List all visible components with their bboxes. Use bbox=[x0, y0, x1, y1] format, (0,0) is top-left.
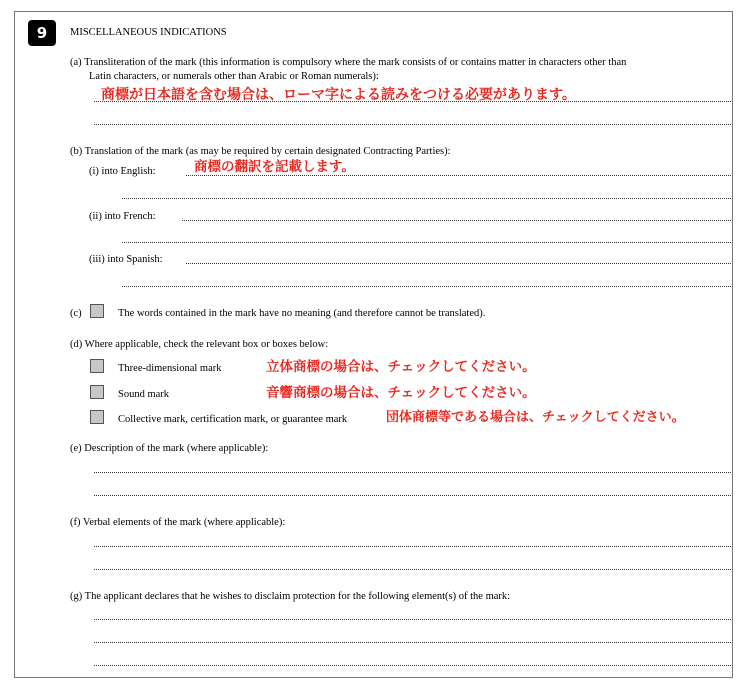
disclaimer-input-line-3[interactable] bbox=[94, 665, 731, 666]
verbal-elements-input-line-1[interactable] bbox=[94, 546, 731, 547]
sound-mark-checkbox[interactable] bbox=[90, 385, 104, 399]
english-input-line-1[interactable] bbox=[186, 175, 731, 176]
three-dimensional-mark-note: 立体商標の場合は、チェックしてください。 bbox=[266, 359, 536, 375]
section-title: MISCELLANEOUS INDICATIONS bbox=[70, 27, 227, 38]
item-b-english-label: (i) into English: bbox=[89, 166, 156, 177]
item-a-text-line1: (a) Transliteration of the mark (this information is compulsory where the mark consists of or contains matter in characters other than bbox=[70, 57, 627, 68]
description-input-line-1[interactable] bbox=[94, 472, 731, 473]
item-b-english-note: 商標の翻訳を記載します。 bbox=[194, 159, 355, 175]
spanish-input-line-2[interactable] bbox=[122, 286, 731, 287]
no-meaning-checkbox[interactable] bbox=[90, 304, 104, 318]
item-d-text: (d) Where applicable, check the relevant box or boxes below: bbox=[70, 339, 329, 350]
french-input-line-2[interactable] bbox=[122, 242, 731, 243]
item-a-input-line-2[interactable] bbox=[94, 124, 731, 125]
item-f-text: (f) Verbal elements of the mark (where applicable): bbox=[70, 517, 286, 528]
item-c-text: The words contained in the mark have no meaning (and therefore cannot be translated). bbox=[118, 308, 486, 319]
collective-mark-label: Collective mark, certification mark, or guarantee mark bbox=[118, 414, 348, 425]
disclaimer-input-line-2[interactable] bbox=[94, 642, 731, 643]
sound-mark-label: Sound mark bbox=[118, 389, 170, 400]
disclaimer-input-line-1[interactable] bbox=[94, 619, 731, 620]
spanish-input-line-1[interactable] bbox=[186, 263, 731, 264]
collective-mark-note: 団体商標等である場合は、チェックしてください。 bbox=[386, 410, 685, 425]
description-input-line-2[interactable] bbox=[94, 495, 731, 496]
verbal-elements-input-line-2[interactable] bbox=[94, 569, 731, 570]
collective-mark-checkbox[interactable] bbox=[90, 410, 104, 424]
item-c-marker: (c) bbox=[70, 308, 82, 319]
section-number-badge: 9 bbox=[28, 20, 56, 46]
item-a-note: 商標が日本語を含む場合は、ローマ字による読みをつける必要があります。 bbox=[101, 87, 576, 103]
item-b-text: (b) Translation of the mark (as may be required by certain designated Contracting Parties): bbox=[70, 146, 451, 157]
item-g-text: (g) The applicant declares that he wishes to disclaim protection for the following element(s) of the mark: bbox=[70, 591, 511, 602]
item-b-french-label: (ii) into French: bbox=[89, 211, 156, 222]
item-a-text-line2: Latin characters, or numerals other than Arabic or Roman numerals): bbox=[89, 71, 379, 82]
sound-mark-note: 音響商標の場合は、チェックしてください。 bbox=[266, 385, 536, 401]
english-input-line-2[interactable] bbox=[122, 198, 731, 199]
three-dimensional-mark-checkbox[interactable] bbox=[90, 359, 104, 373]
french-input-line-1[interactable] bbox=[182, 220, 731, 221]
item-e-text: (e) Description of the mark (where applicable): bbox=[70, 443, 269, 454]
item-a-input-line-1[interactable] bbox=[94, 101, 731, 102]
three-dimensional-mark-label: Three-dimensional mark bbox=[118, 363, 222, 374]
item-b-spanish-label: (iii) into Spanish: bbox=[89, 254, 163, 265]
